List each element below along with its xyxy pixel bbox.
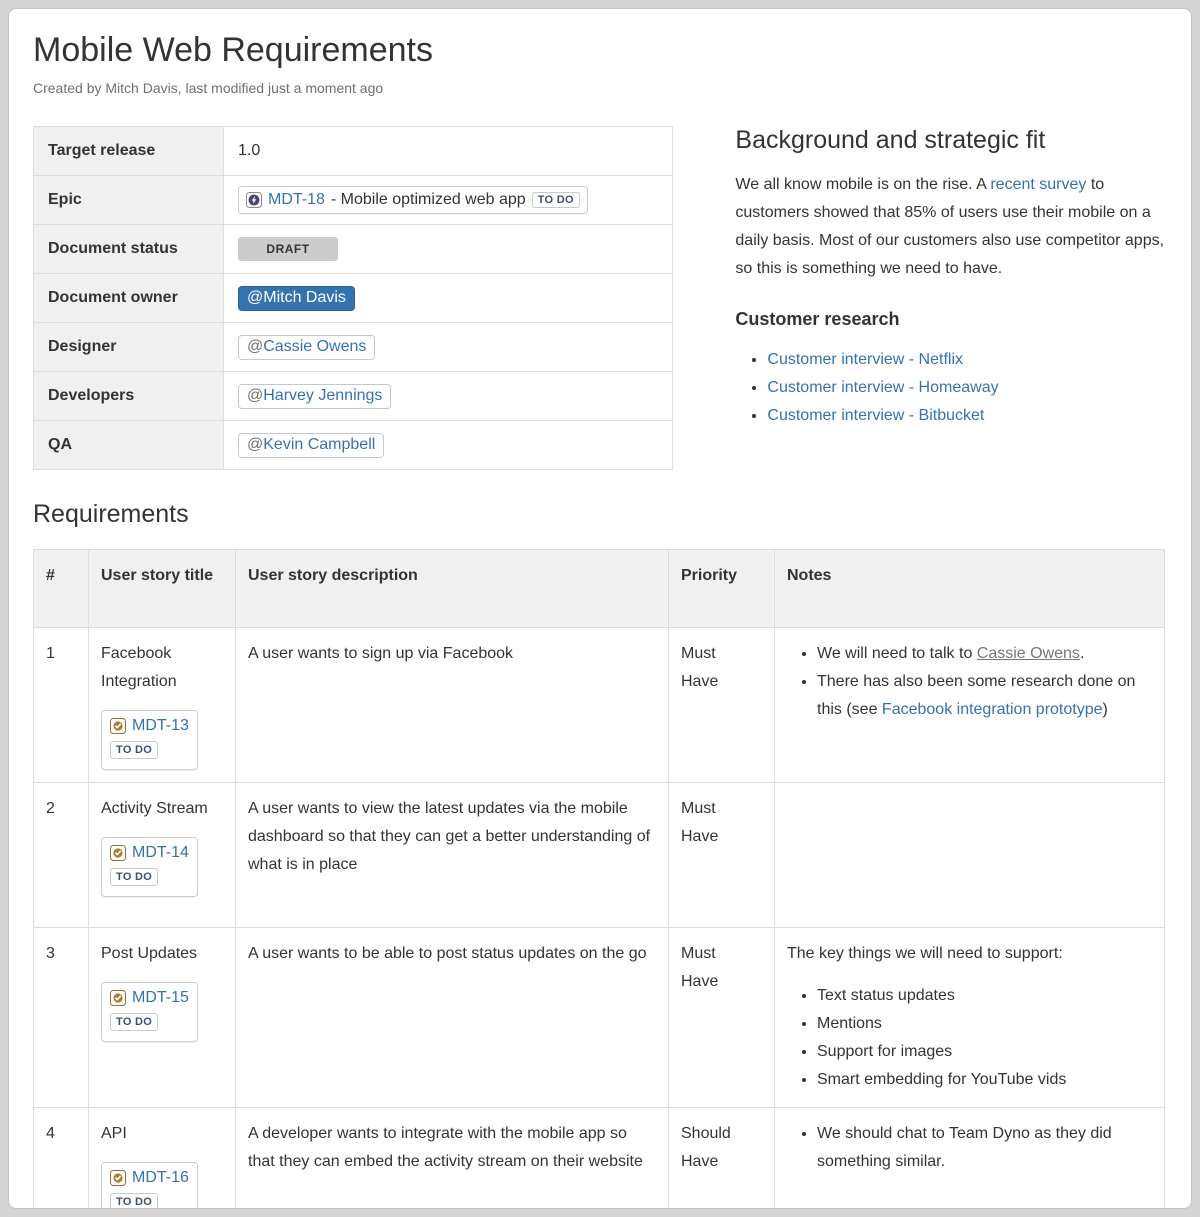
issue-key-link[interactable]: MDT-14 [132, 844, 189, 861]
customer-interview-netflix-link[interactable]: Customer interview - Netflix [767, 351, 964, 368]
epic-issue-summary: - Mobile optimized web app [330, 191, 526, 208]
page-title: Mobile Web Requirements [33, 31, 433, 69]
customer-research-list [735, 346, 1167, 430]
row-number: 4 [34, 1108, 89, 1210]
issue-status-lozenge: TO DO [110, 868, 158, 886]
requirements-heading: Requirements [33, 500, 189, 528]
mention-cassie-owens[interactable]: @Cassie Owens [238, 335, 375, 360]
column-header-description: User story description [236, 550, 669, 628]
user-story-description: A user wants to sign up via Facebook [236, 628, 669, 783]
issue-key-link[interactable]: MDT-15 [132, 989, 189, 1006]
property-label-document-status: Document status [34, 225, 224, 274]
table-row [34, 628, 1165, 783]
epic-issue-key-link[interactable]: MDT-18 [268, 191, 325, 208]
mention-mitch-davis[interactable]: @Mitch Davis [238, 286, 355, 311]
issue-status-lozenge: TO DO [110, 741, 158, 759]
epic-lightning-icon [246, 192, 262, 208]
list-item: • There has also been some research done on this (see Facebook integration prototype) [817, 668, 1152, 724]
list-item: • Mentions [817, 1010, 1152, 1038]
priority-value: Should Have [681, 1125, 731, 1170]
notes-lead: The key things we will need to support: [787, 945, 1063, 962]
jira-issue-chip[interactable] [101, 982, 198, 1042]
notes-list [787, 982, 1152, 1094]
list-item [767, 402, 1167, 430]
property-label-epic: Epic [34, 176, 224, 225]
list-item [767, 346, 1167, 374]
list-item: • We will need to talk to Cassie Owens. [817, 640, 1152, 668]
list-item: • Support for images [817, 1038, 1152, 1066]
table-row [34, 1108, 1165, 1210]
priority-value: Must Have [681, 945, 719, 990]
table-row [34, 323, 673, 372]
table-row [34, 176, 673, 225]
recent-survey-link[interactable]: recent survey [990, 176, 1087, 193]
property-value-target-release: 1.0 [224, 127, 673, 176]
priority-value: Must Have [681, 800, 719, 845]
property-label-qa: QA [34, 421, 224, 470]
property-label-designer: Designer [34, 323, 224, 372]
row-number: 1 [34, 628, 89, 783]
epic-status-lozenge: TO DO [532, 192, 580, 208]
confluence-page [8, 8, 1192, 1209]
mention-harvey-jennings[interactable]: @Harvey Jennings [238, 384, 391, 409]
story-check-icon [110, 1170, 126, 1186]
requirements-table [33, 549, 1165, 1209]
row-number: 3 [34, 928, 89, 1108]
user-story-title: API [101, 1125, 127, 1142]
table-row [34, 225, 673, 274]
user-story-description: A user wants to be able to post status updates on the go [236, 928, 669, 1108]
column-header-notes: Notes [775, 550, 1165, 628]
table-row [34, 928, 1165, 1108]
mention-kevin-campbell[interactable]: @Kevin Campbell [238, 433, 384, 458]
background-heading: Background and strategic fit [735, 126, 1046, 154]
customer-research-heading: Customer research [735, 309, 900, 329]
background-paragraph: We all know mobile is on the rise. A recent survey to customers showed that 85% of users use their mobile on a daily basis. Most of our customers also use competitor apps, so this is something we need to have. [735, 176, 1165, 277]
column-header-title: User story title [89, 550, 236, 628]
table-row [34, 372, 673, 421]
story-check-icon [110, 845, 126, 861]
row-number: 2 [34, 783, 89, 928]
story-check-icon [110, 718, 126, 734]
property-label-target-release: Target release [34, 127, 224, 176]
issue-status-lozenge: TO DO [110, 1193, 158, 1209]
property-label-developers: Developers [34, 372, 224, 421]
properties-table [33, 126, 673, 470]
notes-list [787, 1120, 1152, 1176]
top-section [33, 126, 1167, 470]
user-story-description: A user wants to view the latest updates via the mobile dashboard so that they can get a better understanding of what is in place [236, 783, 669, 928]
jira-issue-chip[interactable] [101, 710, 198, 770]
list-item [767, 374, 1167, 402]
table-header-row [34, 550, 1165, 628]
user-story-description: A developer wants to integrate with the mobile app so that they can embed the activity stream on their website [236, 1108, 669, 1210]
customer-interview-bitbucket-link[interactable]: Customer interview - Bitbucket [767, 407, 985, 424]
jira-issue-chip[interactable] [101, 837, 198, 897]
table-row [34, 421, 673, 470]
issue-key-link[interactable]: MDT-13 [132, 717, 189, 734]
byline: Created by Mitch Davis, last modified just a moment ago [33, 80, 384, 96]
column-header-priority: Priority [669, 550, 775, 628]
notes-list [787, 640, 1152, 724]
list-item: • Smart embedding for YouTube vids [817, 1066, 1152, 1094]
user-story-title: Post Updates [101, 945, 198, 962]
list-item: • We should chat to Team Dyno as they did something similar. [817, 1120, 1152, 1176]
draft-status-lozenge: DRAFT [238, 237, 338, 261]
user-story-title: Facebook Integration [101, 645, 177, 690]
table-row [34, 274, 673, 323]
jira-issue-chip[interactable] [101, 1162, 198, 1209]
user-story-title: Activity Stream [101, 800, 208, 817]
jira-epic-chip[interactable] [238, 186, 588, 214]
background-section [735, 126, 1167, 430]
notes-cell-empty [775, 783, 1165, 928]
mention-cassie-owens-inline[interactable]: Cassie Owens [976, 645, 1080, 662]
requirements-section [33, 500, 1167, 1209]
property-label-document-owner: Document owner [34, 274, 224, 323]
facebook-prototype-link[interactable]: Facebook integration prototype [881, 701, 1103, 718]
table-row [34, 127, 673, 176]
table-row [34, 783, 1165, 928]
issue-status-lozenge: TO DO [110, 1013, 158, 1031]
story-check-icon [110, 990, 126, 1006]
list-item: • Text status updates [817, 982, 1152, 1010]
issue-key-link[interactable]: MDT-16 [132, 1169, 189, 1186]
column-header-num: # [34, 550, 89, 628]
customer-interview-homeaway-link[interactable]: Customer interview - Homeaway [767, 379, 999, 396]
priority-value: Must Have [681, 645, 719, 690]
